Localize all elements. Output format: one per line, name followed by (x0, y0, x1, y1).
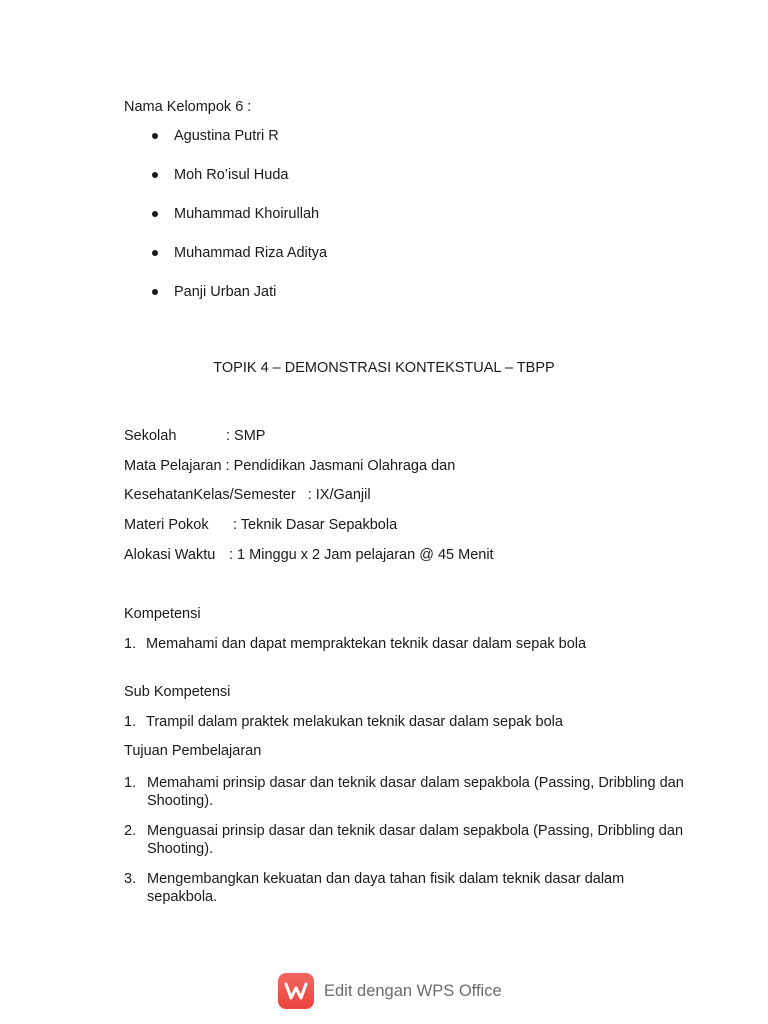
list-item: 3. Mengembangkan kekuatan dan daya tahan fisik dalam teknik dasar dalam sepakbola. (124, 871, 625, 905)
bullet-icon (152, 133, 158, 139)
list-item: Panji Urban Jati (124, 283, 327, 322)
info-label: Alokasi Waktu (124, 547, 216, 563)
info-value: : SMP (226, 428, 266, 444)
list-item: 1. Trampil dalam praktek melakukan teknik dasar dalam sepak bola (124, 714, 563, 730)
info-materi (124, 517, 397, 533)
list-item: Agustina Putri R (124, 127, 327, 166)
list-item: Moh Ro’isul Huda (124, 166, 327, 205)
sub-kompetensi-list (124, 713, 684, 731)
bullet-icon (152, 211, 158, 217)
sub-kompetensi-heading: Sub Kompetensi (124, 684, 231, 700)
kompetensi-heading: Kompetensi (124, 606, 201, 622)
info-alokasi (124, 547, 494, 563)
bullet-icon (152, 172, 158, 178)
info-value: : IX/Ganjil (307, 487, 371, 503)
member-list (124, 127, 327, 322)
list-item: 1. Memahami dan dapat mempraktekan teknik dasar dalam sepak bola (124, 636, 587, 652)
kompetensi-list (124, 635, 684, 653)
wps-edit-text[interactable]: Edit dengan WPS Office (324, 981, 502, 1000)
tujuan-heading: Tujuan Pembelajaran (124, 743, 262, 759)
wps-office-logo-icon (278, 973, 314, 1009)
group-title: Nama Kelompok 6 : (124, 99, 252, 115)
list-item: Muhammad Riza Aditya (124, 244, 327, 283)
topic-title: TOPIK 4 – DEMONSTRASI KONTEKSTUAL – TBPP (213, 360, 555, 376)
info-kelas (124, 487, 371, 503)
info-mapel (124, 458, 455, 474)
info-label: KesehatanKelas/Semester (124, 487, 296, 503)
info-label: Sekolah (124, 428, 177, 444)
info-label: Mata Pelajaran (124, 458, 222, 474)
list-item: 2. Menguasai prinsip dasar dan teknik dasar dalam sepakbola (Passing, Dribbling dan Shooting). (124, 823, 684, 857)
info-value: : Teknik Dasar Sepakbola (233, 517, 398, 533)
list-item: 1. Memahami prinsip dasar dan teknik dasar dalam sepakbola (Passing, Dribbling dan Shooting). (124, 775, 684, 809)
bullet-icon (152, 250, 158, 256)
list-item: Muhammad Khoirullah (124, 205, 327, 244)
info-label: Materi Pokok (124, 517, 209, 533)
wps-edit-banner[interactable] (278, 971, 502, 1011)
info-value: : 1 Minggu x 2 Jam pelajaran @ 45 Menit (229, 547, 494, 563)
info-sekolah (124, 428, 265, 444)
tujuan-list (124, 774, 684, 918)
info-value: : Pendidikan Jasmani Olahraga dan (225, 458, 456, 474)
bullet-icon (152, 289, 158, 295)
